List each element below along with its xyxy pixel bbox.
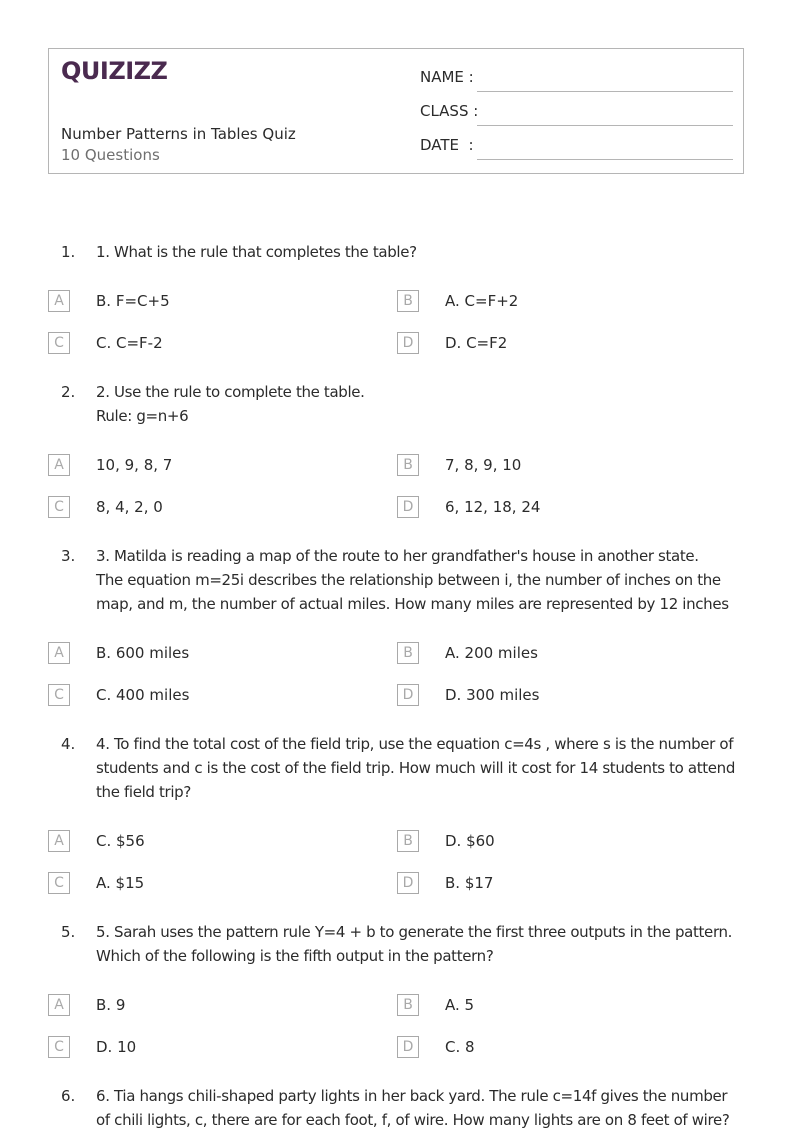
class-field[interactable] xyxy=(420,102,733,126)
option-text: A. $15 xyxy=(96,874,145,892)
option-text: 10, 9, 8, 7 xyxy=(96,456,173,474)
name-label: NAME : xyxy=(420,68,474,86)
date-line xyxy=(477,159,733,160)
option-text: B. F=C+5 xyxy=(96,292,170,310)
question-number: 6. xyxy=(61,1087,76,1105)
question-text: 4. To find the total cost of the field trip, use the equation c=4s , where s is the number of students and c is the cost of the field trip. How much will it cost for 14 students to attend the field trip? xyxy=(96,735,736,801)
name-line xyxy=(477,91,733,92)
option-letter-box: D xyxy=(397,684,419,706)
option-letter-box: C xyxy=(48,496,70,518)
option-text: B. 9 xyxy=(96,996,126,1014)
option-letter-box: C xyxy=(48,1036,70,1058)
question-text: 3. Matilda is reading a map of the route to her grandfather's house in another state. The equation m=25i describes the relationship between i, the number of inches on the map, and m, the number of actual miles. How many miles are represented by 12 inches xyxy=(96,547,729,613)
option-letter-box: B xyxy=(397,830,419,852)
quizizz-logo: QUIZIZZ xyxy=(61,57,168,85)
option-text: A. 5 xyxy=(445,996,475,1014)
question-number: 4. xyxy=(61,735,76,753)
option-text: D. C=F2 xyxy=(445,334,508,352)
option-text: D. 300 miles xyxy=(445,686,540,704)
option-letter-box: A xyxy=(48,642,70,664)
worksheet-header xyxy=(48,48,744,174)
option-letter-box: A xyxy=(48,830,70,852)
option-text: B. $17 xyxy=(445,874,494,892)
class-label: CLASS : xyxy=(420,102,479,120)
question-count: 10 Questions xyxy=(61,146,160,164)
option-text: 7, 8, 9, 10 xyxy=(445,456,522,474)
question-number: 5. xyxy=(61,923,76,941)
option-text: B. 600 miles xyxy=(96,644,190,662)
option-text: 6, 12, 18, 24 xyxy=(445,498,541,516)
quiz-title: Number Patterns in Tables Quiz xyxy=(61,125,296,143)
option-text: A. 200 miles xyxy=(445,644,538,662)
option-letter-box: D xyxy=(397,496,419,518)
option-letter-box: A xyxy=(48,994,70,1016)
option-letter-box: A xyxy=(48,290,70,312)
option-text: D. 10 xyxy=(96,1038,137,1056)
class-line xyxy=(477,125,733,126)
option-letter-box: C xyxy=(48,332,70,354)
option-letter-box: C xyxy=(48,872,70,894)
option-text: 8, 4, 2, 0 xyxy=(96,498,163,516)
option-text: A. C=F+2 xyxy=(445,292,519,310)
date-label: DATE : xyxy=(420,136,474,154)
option-letter-box: B xyxy=(397,290,419,312)
option-letter-box: B xyxy=(397,994,419,1016)
option-letter-box: D xyxy=(397,1036,419,1058)
option-letter-box: D xyxy=(397,332,419,354)
question-number: 1. xyxy=(61,243,76,261)
option-text: C. 8 xyxy=(445,1038,475,1056)
name-field[interactable] xyxy=(420,68,733,92)
question-number: 2. xyxy=(61,383,76,401)
question-text: 6. Tia hangs chili-shaped party lights in her back yard. The rule c=14f gives the number of chili lights, c, there are for each foot, f, of wire. How many lights are on 8 feet of wire? xyxy=(96,1087,730,1129)
question-number: 3. xyxy=(61,547,76,565)
option-letter-box: A xyxy=(48,454,70,476)
question-text: 2. Use the rule to complete the table. Rule: g=n+6 xyxy=(96,383,365,425)
option-letter-box: B xyxy=(397,642,419,664)
option-text: C. 400 miles xyxy=(96,686,190,704)
option-letter-box: B xyxy=(397,454,419,476)
option-text: C. $56 xyxy=(96,832,145,850)
option-letter-box: D xyxy=(397,872,419,894)
option-text: C. C=F-2 xyxy=(96,334,163,352)
question-text: 1. What is the rule that completes the table? xyxy=(96,243,417,261)
question-text: 5. Sarah uses the pattern rule Y=4 + b to generate the first three outputs in the pattern. Which of the following is the fifth output in the pattern? xyxy=(96,923,733,965)
date-field[interactable] xyxy=(420,136,733,160)
option-letter-box: C xyxy=(48,684,70,706)
option-text: D. $60 xyxy=(445,832,495,850)
